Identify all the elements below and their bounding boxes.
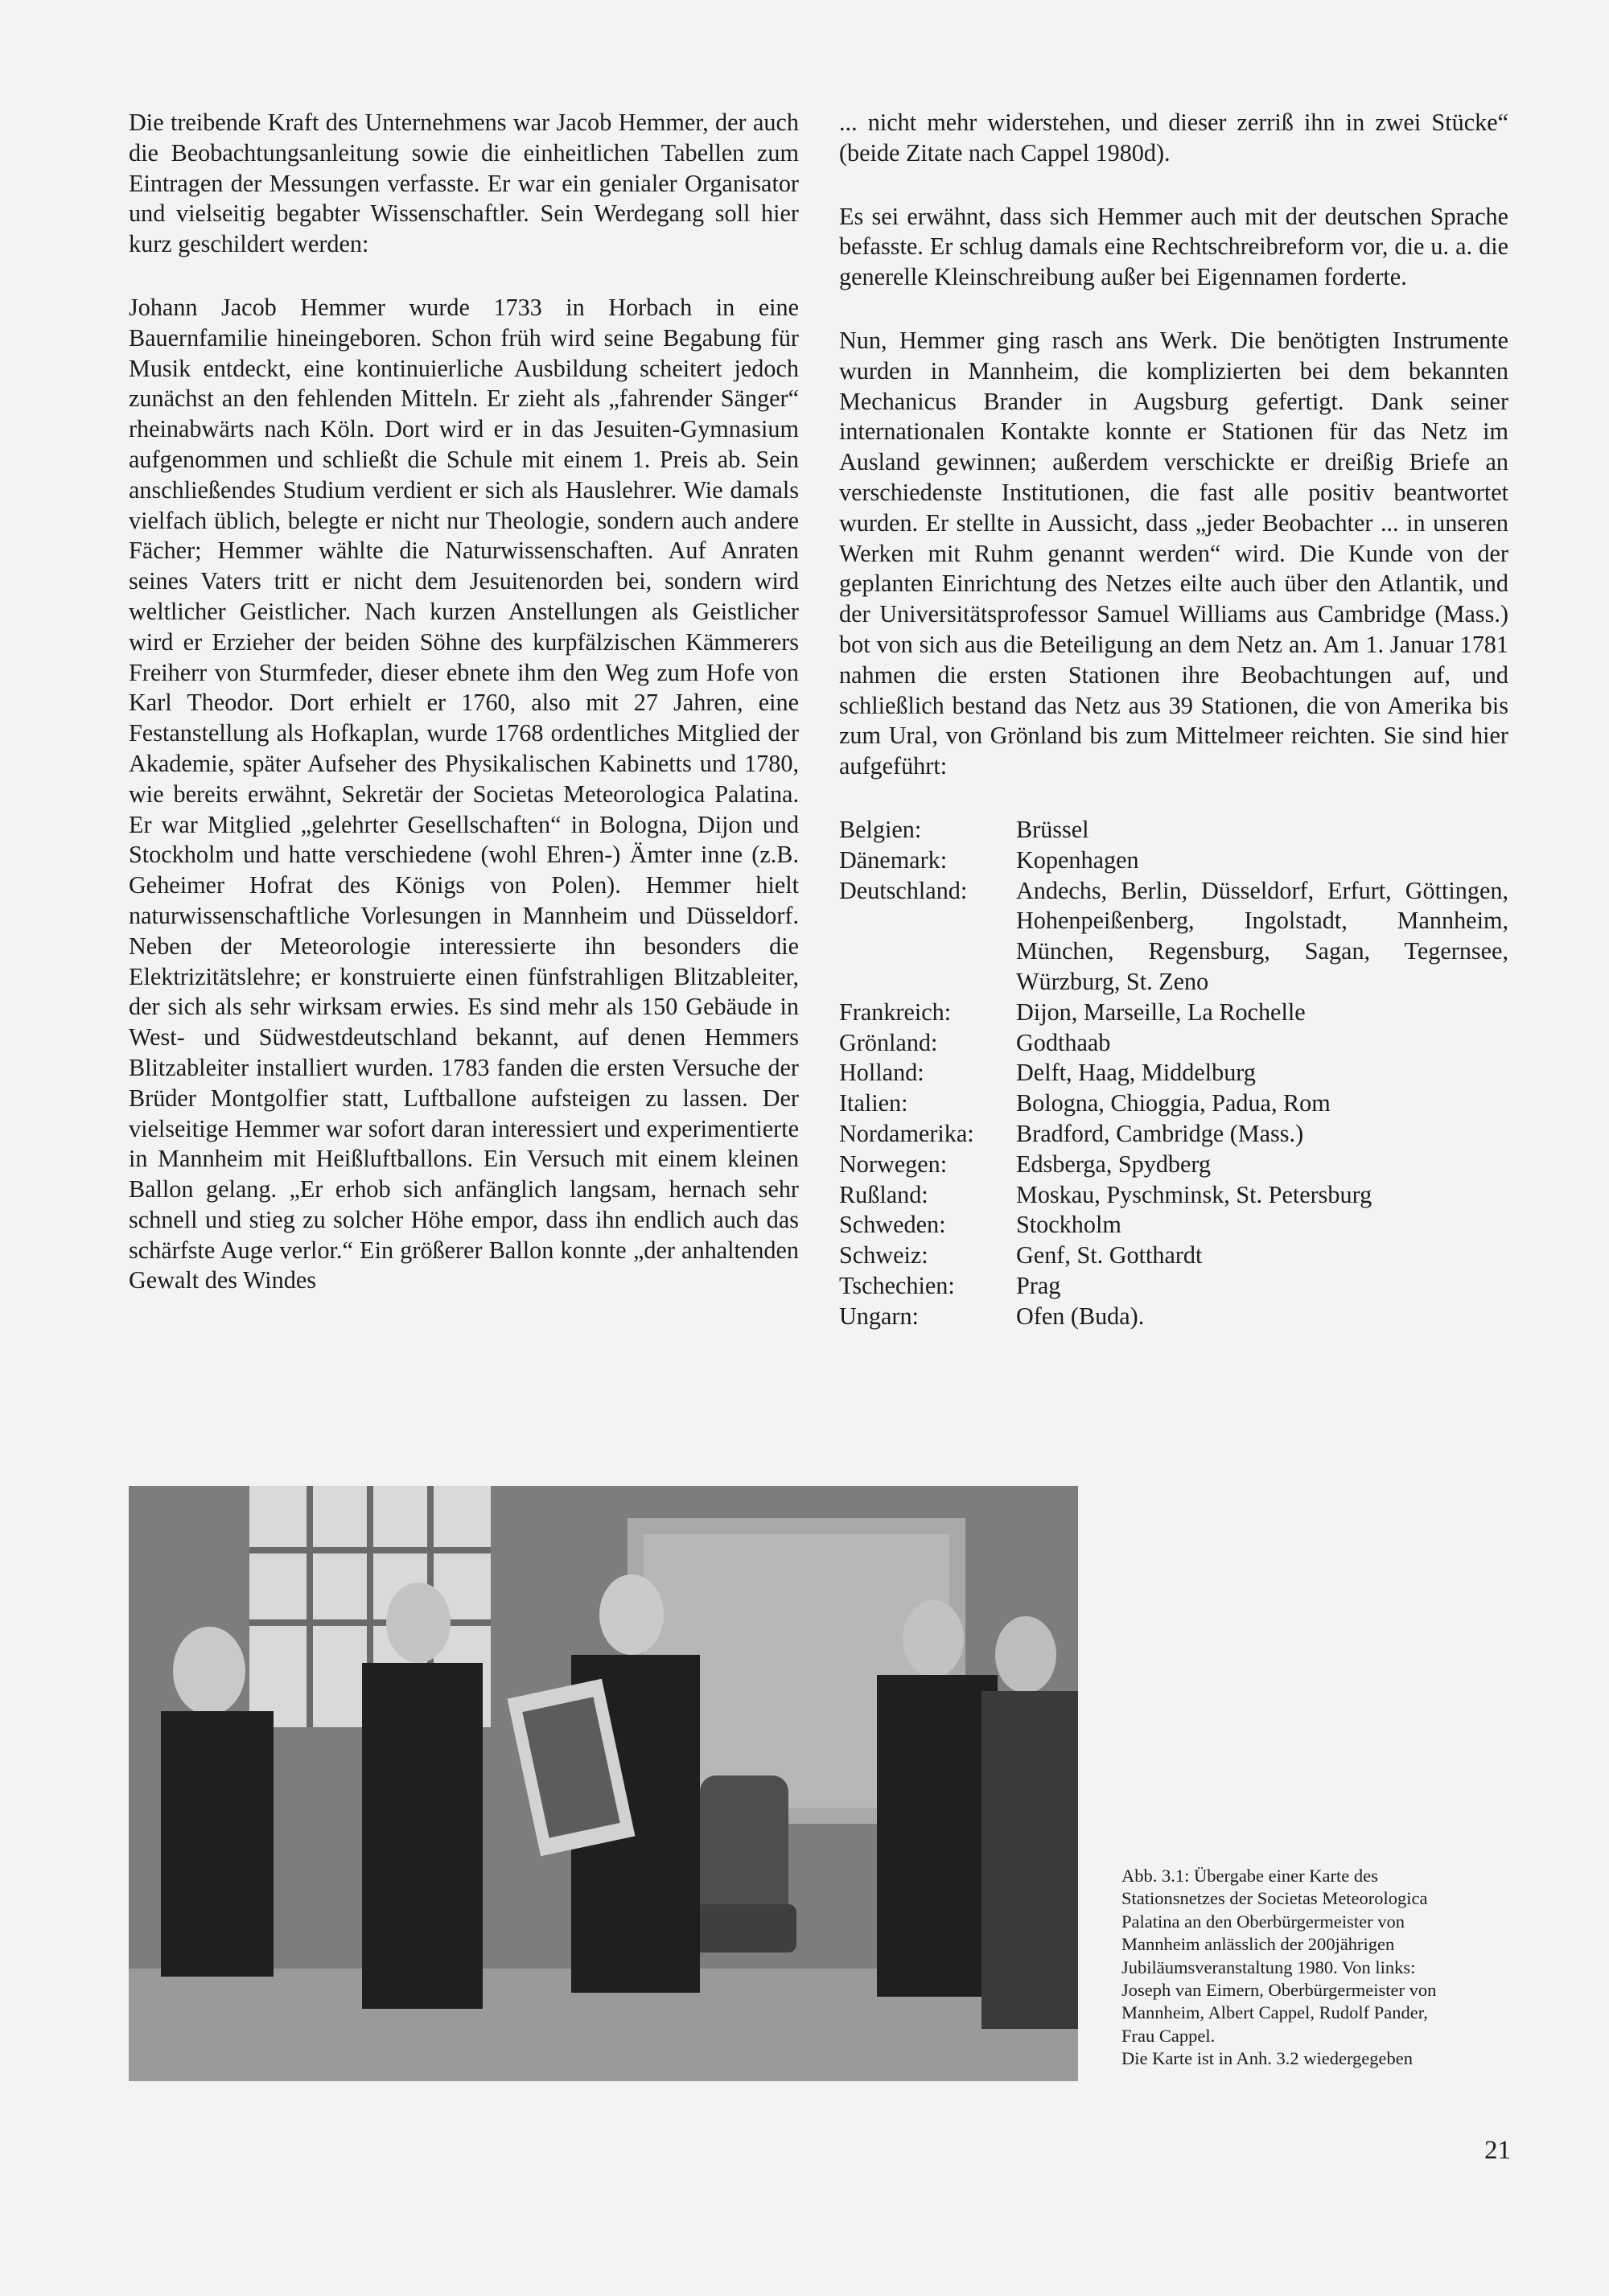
paragraph: Die treibende Kraft des Unternehmens war Jacob Hemmer, der auch die Beobachtungsanleitung sowie die einheitlichen Tabellen zum Eintragen der Messungen verfasste. Er war ein genialer Organisator und vielseitig begabter Wissenschaftler. Sein Werdegang soll hier kurz geschildert werden:: [129, 109, 799, 258]
paragraph: ... nicht mehr widerstehen, und dieser zerriß ihn in zwei Stücke“ (beide Zitate nach Cappel 1980d).: [839, 109, 1508, 167]
station-row: [839, 1150, 1508, 1180]
caption-line: Jubiläumsveranstaltung 1980. Von links:: [1121, 1957, 1416, 1977]
caption-line: Frau Cappel.: [1121, 2025, 1216, 2046]
station-country: Schweden:: [839, 1211, 946, 1239]
ceremony-photo: [129, 1486, 1078, 2081]
station-country: Schweiz:: [839, 1241, 928, 1269]
station-row: [839, 1058, 1508, 1088]
station-cities: Genf, St. Gotthardt: [1016, 1241, 1203, 1269]
station-row: [839, 815, 1508, 846]
station-country: Tschechien:: [839, 1271, 955, 1299]
station-cities: Delft, Haag, Middelburg: [1016, 1059, 1256, 1087]
station-row: [839, 1180, 1508, 1211]
station-country: Deutschland:: [839, 876, 968, 904]
station-list: [839, 815, 1508, 1332]
station-row: [839, 846, 1508, 876]
station-row: [839, 1119, 1508, 1150]
station-country: Grönland:: [839, 1028, 938, 1056]
station-cities: Edsberga, Spydberg: [1016, 1150, 1212, 1178]
station-country: Belgien:: [839, 815, 922, 843]
caption-line: Stationsnetzes der Societas Meteorologica: [1121, 1888, 1428, 1909]
paragraph: Nun, Hemmer ging rasch ans Werk. Die benötigten Instrumente wurden in Mannheim, die komplizierten bei dem bekannten Mechanicus Brander in Augsburg gefertigt. Dank seiner internationalen Kontakte konnte er Stationen für das Netz im Ausland gewinnen; außerdem verschickte er dreißig Briefe an verschiedenste Institutionen, die fast alle positiv beantwortet wurden. Er stellte in Aussicht, dass „jeder Beobachter ... in unseren Werken mit Ruhm genannt werden“ wird. Die Kunde von der geplanten Einrichtung des Netzes eilte auch über den Atlantik, und der Universitätsprofessor Samuel Williams aus Cambridge (Mass.) bot von sich aus die Beteiligung an dem Netz an. Am 1. Januar 1781 nahmen die ersten Stationen ihre Beobachtungen auf, und schließlich bestand das Netz aus 39 Stationen, die von Amerika bis zum Ural, von Grönland bis zum Mittelmeer reichten. Sie sind hier aufgeführt:: [839, 326, 1508, 780]
right-column: [839, 108, 1508, 1331]
station-row: [839, 1028, 1508, 1059]
station-cities: Bologna, Chioggia, Padua, Rom: [1016, 1089, 1331, 1117]
station-country: Nordamerika:: [839, 1119, 974, 1147]
caption-line: Die Karte ist in Anh. 3.2 wiedergegeben: [1121, 2048, 1413, 2069]
station-cities: Prag: [1016, 1271, 1061, 1299]
paragraph: Johann Jacob Hemmer wurde 1733 in Horbach in eine Bauernfamilie hineingeboren. Schon früh wird seine Begabung für Musik entdeckt, eine kontinuierliche Ausbildung scheitert jedoch zunächst an den fehlenden Mitteln. Er zieht als „fahrender Sänger“ rheinabwärts nach Köln. Dort wird er in das Jesuiten-Gymnasium aufgenommen und schließt die Schule mit einem 1. Preis ab. Sein anschließendes Studium verdient er sich als Hauslehrer. Wie damals vielfach üblich, belegte er nicht nur Theologie, sondern auch andere Fächer; Hemmer wählte die Naturwissenschaften. Auf Anraten seines Vaters tritt er nicht dem Jesuitenorden bei, sondern wird weltlicher Geistlicher. Nach kurzen Anstellungen als Geistlicher wird er Erzieher der beiden Söhne des kurpfälzischen Kämmerers Freiherr von Sturmfeder, dieser ebnete ihm den Weg zum Hofe von Karl Theodor. Dort erhielt er 1760, also mit 27 Jahren, eine Festanstellung als Hofkaplan, wurde 1768 ordentliches Mitglied der Akademie, später Aufseher des Physikalischen Kabinetts und 1780, wie bereits erwähnt, Sekretär der Societas Meteorologica Palatina. Er war Mitglied „gelehrter Gesellschaften“ in Bologna, Dijon und Stockholm und hatte verschiedene (wohl Ehren-) Ämter inne (z.B. Geheimer Hofrat des Königs von Polen). Hemmer hielt naturwissenschaftliche Vorlesungen in Mannheim und Düsseldorf. Neben der Meteorologie interessierte ihn besonders die Elektrizitätslehre; er konstruierte einen fünfstrahligen Blitzableiter, der sich als sehr wirksam erwies. Es sind mehr als 150 Gebäude in West- und Südwestdeutschland bekannt, auf denen Hemmers Blitzableiter installiert wurden. 1783 fanden die ersten Versuche der Brüder Montgolfier statt, Luftballone aufsteigen zu lassen. Der vielseitige Hemmer war sofort daran interessiert und experimentierte in Mannheim mit Heißluftballons. Ein Versuch mit einem kleinen Ballon gelang. „Er erhob sich anfänglich langsam, hernach sehr schnell und stieg zu solcher Höhe empor, dass ihn endlich auch das schärfste Auge verlor.“ Ein größerer Ballon konnte „der anhaltenden Gewalt des Windes: [129, 293, 799, 1294]
left-column: [129, 108, 799, 1296]
station-row: [839, 1210, 1508, 1241]
photo-illustration: [129, 1486, 1078, 2081]
station-cities: Brüssel: [1016, 815, 1089, 843]
paragraph: Es sei erwähnt, dass sich Hemmer auch mit der deutschen Sprache befasste. Er schlug damals eine Rechtschreibreform vor, die u. a. die generelle Kleinschreibung außer bei Eigennamen forderte.: [839, 202, 1508, 291]
station-cities: Bradford, Cambridge (Mass.): [1016, 1119, 1304, 1147]
station-row: [839, 876, 1508, 998]
caption-line: Palatina an den Oberbürgermeister von: [1121, 1911, 1405, 1932]
figure-caption: [1121, 1865, 1492, 2071]
station-country: Italien:: [839, 1089, 908, 1117]
caption-line: Mannheim anlässlich der 200jährigen: [1121, 1934, 1395, 1955]
station-row: [839, 1241, 1508, 1271]
station-cities: Moskau, Pyschminsk, St. Petersburg: [1016, 1180, 1372, 1208]
station-country: Frankreich:: [839, 998, 952, 1026]
station-cities: Andechs, Berlin, Düsseldorf, Erfurt, Göttingen, Hohenpeißenberg, Ingolstadt, Mannheim, München, Regensburg, Sagan, Tegernsee, Würzburg, St. Zeno: [1016, 876, 1508, 995]
station-cities: Godthaab: [1016, 1028, 1111, 1056]
station-row: [839, 1302, 1508, 1332]
station-country: Holland:: [839, 1059, 924, 1087]
station-cities: Kopenhagen: [1016, 846, 1139, 874]
station-cities: Stockholm: [1016, 1211, 1121, 1239]
station-country: Dänemark:: [839, 846, 948, 874]
station-row: [839, 1088, 1508, 1119]
station-cities: Dijon, Marseille, La Rochelle: [1016, 998, 1306, 1026]
station-row: [839, 1271, 1508, 1302]
station-country: Norwegen:: [839, 1150, 948, 1178]
station-country: Ungarn:: [839, 1302, 919, 1330]
page-number: 21: [1484, 2136, 1511, 2165]
caption-line: Abb. 3.1: Übergabe einer Karte des: [1121, 1866, 1378, 1886]
station-country: Rußland:: [839, 1180, 928, 1208]
station-row: [839, 998, 1508, 1028]
caption-line: Joseph van Eimern, Oberbürgermeister von: [1121, 1980, 1437, 2001]
caption-line: Mannheim, Albert Cappel, Rudolf Pander,: [1121, 2002, 1428, 2023]
station-cities: Ofen (Buda).: [1016, 1302, 1145, 1330]
